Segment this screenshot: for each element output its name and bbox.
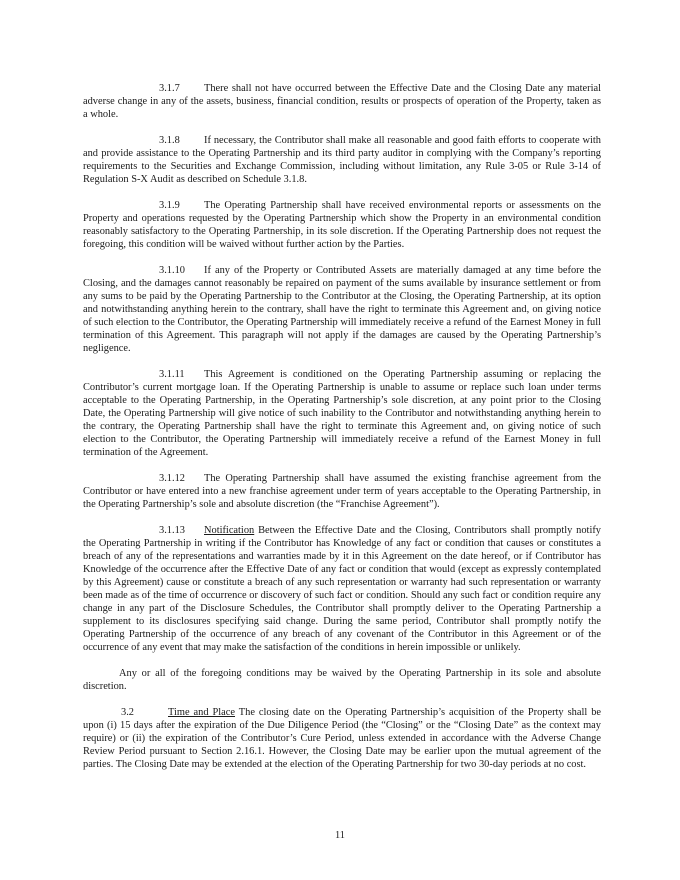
section-number: 3.1.13 bbox=[159, 524, 185, 536]
paragraph-3-1-12 bbox=[83, 472, 601, 511]
paragraph-text: If any of the Property or Contributed Assets are materially damaged at any time before the Closing, and the damages cannot reasonably be repaired on payment of the sums available by insurance settlement or from any sums to be paid by the Operating Partnership to the Contributor at the Closing, the Operating Partnership, at its option and notwithstanding anything herein to the contrary, shall have the right to terminate this Agreement and, on giving notice of such election to the Contributor, the Operating Partnership will immediately receive a refund of the Earnest Money in full termination of this Agreement. This paragraph will not apply if the damages are caused by the Operating Partnership’s negligence. bbox=[83, 264, 601, 355]
section-number: 3.1.11 bbox=[159, 368, 185, 380]
section-heading: Time and Place bbox=[168, 706, 236, 718]
section-number: 3.1.12 bbox=[159, 472, 185, 484]
paragraph-3-1-9 bbox=[83, 199, 601, 251]
paragraph-3-1-7 bbox=[83, 82, 601, 121]
section-number: 3.1.9 bbox=[159, 199, 180, 211]
paragraph-text: There shall not have occurred between the Effective Date and the Closing Date any material adverse change in any of the assets, business, financial condition, results or prospects of operation of the Property, taken as a whole. bbox=[83, 83, 601, 121]
section-number: 3.1.7 bbox=[159, 83, 180, 94]
paragraph-3-1-8 bbox=[83, 134, 601, 186]
paragraph-3-1-10 bbox=[83, 264, 601, 356]
paragraph-text: Any or all of the foregoing conditions may be waived by the Operating Partnership in its sole and absolute discretion. bbox=[83, 668, 601, 693]
paragraph-text: The closing date on the Operating Partnership’s acquisition of the Property shall be upon (i) 15 days after the expiration of the Due Diligence Period (the “Closing” or the “Closing Date” as the context may require) or (ii) the expiration of the Contributor’s Cure Period, unless extended in accordance with the Adverse Change Review Period pursuant to Section 2.16.1. However, the Closing Date may be earlier upon the mutual agreement of the parties. The Closing Date may be extended at the election of the Operating Partnership for two 30-day periods at no cost. bbox=[83, 706, 601, 771]
section-number: 3.1.8 bbox=[159, 134, 180, 146]
paragraph-3-1-11 bbox=[83, 368, 601, 460]
paragraph-3-2 bbox=[83, 706, 601, 771]
paragraph-text: If necessary, the Contributor shall make all reasonable and good faith efforts to cooperate with and provide assistance to the Operating Partnership and its third party auditor in complying with the Company’s reporting requirements to the Securities and Exchange Commission, including without limitation, any Rule 3-05 or Rule 3-14 of Regulation S-X Audit as described on Schedule 3.1.8. bbox=[83, 134, 601, 186]
page-body bbox=[83, 82, 601, 784]
page-number: 11 bbox=[334, 830, 345, 841]
section-heading: Notification bbox=[204, 524, 255, 536]
waiver-paragraph bbox=[83, 667, 601, 693]
paragraph-text: The Operating Partnership shall have received environmental reports or assessments on the Property and operations requested by the Operating Partnership which show the Property in an environmental condition reasonably satisfactory to the Operating Partnership, in its sole discretion. If the Operating Partnership does not request the foregoing, this condition will be waived without further action by the Parties. bbox=[83, 199, 601, 250]
section-number: 3.2 bbox=[121, 706, 134, 718]
paragraph-text: Between the Effective Date and the Closing, Contributors shall promptly notify the Operating Partnership in writing if the Contributor has Knowledge of any fact or condition that causes or constitutes a breach of any of the representations and warranties made by it in this Agreement on the date hereof, or if Contributor has Knowledge of the occurrence after the Effective Date of any fact or condition that would (except as expressly contemplated by this Agreement) cause or constitute a breach of any such representation or warranty had such representation or warranty been made as of the time of occurrence or discovery of such fact or condition. Should any such fact or condition require any change in any part of the Disclosure Schedules, the Contributor shall promptly deliver to the Operating Partnership a supplement to its disclosures specifying said change. During the same period, Contributor shall promptly notify the Operating Partnership of the occurrence of any breach of any covenant of the Contributor in this Agreement or of the occurrence of any event that may make the satisfaction of the conditions in herein impossible or unlikely. bbox=[83, 524, 601, 654]
paragraph-text: This Agreement is conditioned on the Operating Partnership assuming or replacing the Contributor’s current mortgage loan. If the Operating Partnership is unable to assume or replace such loan under terms acceptable to the Operating Partnership, in the Operating Partnership’s sole discretion, at any point prior to the Closing Date, the Operating Partnership will give notice of such inability to the Contributor and notwithstanding anything herein to the contrary, the Operating Partnership shall have the right to terminate this Agreement and, on giving notice of such election to the Contributor, the Operating Partnership will immediately receive a refund of the Earnest Money in full termination of the Agreement. bbox=[83, 368, 601, 459]
paragraph-3-1-13 bbox=[83, 524, 601, 655]
paragraph-text: The Operating Partnership shall have assumed the existing franchise agreement from the Contributor or have entered into a new franchise agreement under term of years acceptable to the Operating Partnership, in the Operating Partnership’s sole and absolute discretion (the “Franchise Agreement”). bbox=[83, 472, 601, 511]
section-number: 3.1.10 bbox=[159, 264, 185, 276]
